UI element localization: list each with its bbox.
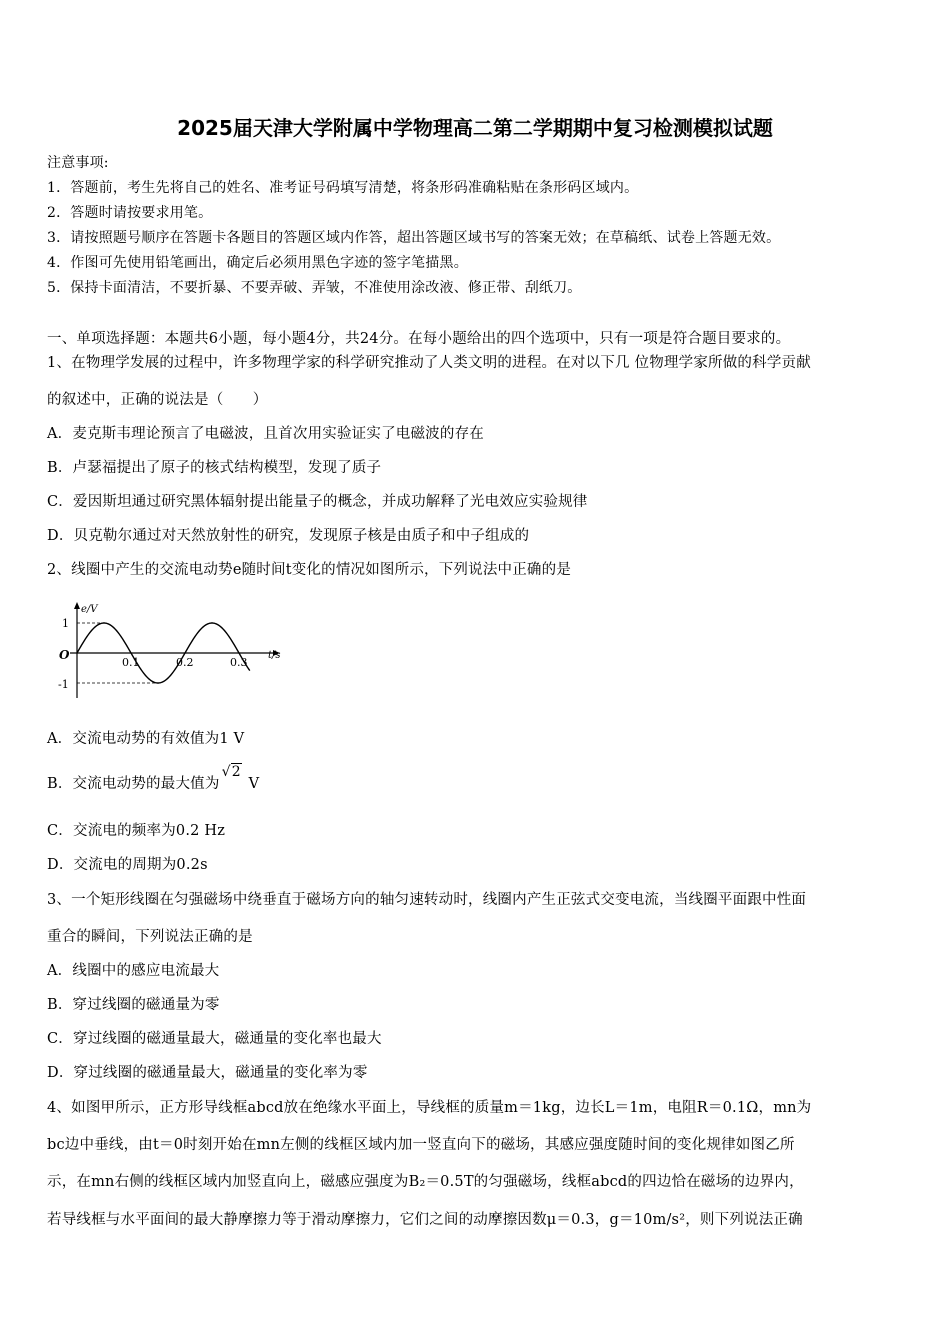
q3-option-c: C．穿过线圈的磁通量最大，磁通量的变化率也最大	[47, 1031, 382, 1047]
q1-option-a: A．麦克斯韦理论预言了电磁波，且首次用实验证实了电磁波的存在	[47, 426, 484, 442]
x-tick-0.2: 0.2	[176, 656, 194, 669]
notice-heading: 注意事项:	[47, 155, 109, 171]
y-tick-1: 1	[62, 617, 69, 630]
y-axis-arrow	[74, 602, 80, 609]
q2-option-a: A．交流电动势的有效值为1 V	[47, 731, 245, 747]
sqrt-radicand: 2	[231, 764, 241, 780]
q4-line4: 若导线框与水平面间的最大静摩擦力等于滑动摩擦力，它们之间的动摩擦因数μ＝0.3，g＝10m/s²，则下列说法正确	[47, 1212, 803, 1228]
q3-option-a: A．线圈中的感应电流最大	[47, 963, 220, 979]
origin-label: O	[59, 648, 70, 662]
q2-stem: 2、线圈中产生的交流电动势e随时间t变化的情况如图所示，下列说法中正确的是	[47, 562, 572, 578]
x-axis-label: t/s	[268, 650, 281, 661]
q4-line1: 4、如图甲所示，正方形导线框abcd放在绝缘水平面上，导线框的质量m＝1kg，边长L＝1m，电阻R＝0.1Ω，mn为	[47, 1100, 812, 1116]
q3-option-d: D．穿过线圈的磁通量最大，磁通量的变化率为零	[47, 1065, 368, 1081]
notice-item-1: 1．答题前，考生先将自己的姓名、准考证号码填写清楚，将条形码准确粘贴在条形码区域内。	[47, 180, 639, 196]
q1-option-d: D．贝克勒尔通过对天然放射性的研究，发现原子核是由质子和中子组成的	[47, 528, 530, 544]
y-tick-minus1: -1	[58, 678, 69, 691]
q3-option-b: B．穿过线圈的磁通量为零	[47, 997, 220, 1013]
q1-stem-line1: 1、在物理学发展的过程中，许多物理学家的科学研究推动了人类文明的进程。在对以下几 位物理学家所做的科学贡献	[47, 355, 811, 371]
x-tick-0.1: 0.1	[122, 656, 140, 669]
y-axis-label: e/V	[81, 604, 98, 615]
notice-item-5: 5．保持卡面清洁，不要折暴、不要弄破、弄皱，不准使用涂改液、修正带、刮纸刀。	[47, 280, 582, 296]
q2-option-b-prefix: B．交流电动势的最大值为	[47, 776, 220, 792]
q3-stem-line2: 重合的瞬间，下列说法正确的是	[47, 929, 253, 945]
notice-item-3: 3．请按照题号顺序在答题卡各题目的答题区域内作答，超出答题区域书写的答案无效；在草稿纸、试卷上答题无效。	[47, 230, 781, 246]
q2-option-b	[47, 764, 260, 793]
x-tick-0.3: 0.3	[230, 656, 248, 669]
q1-option-c: C．爱因斯坦通过研究黑体辐射提出能量子的概念，并成功解释了光电效应实验规律	[47, 494, 588, 510]
page-title: 2025届天津大学附属中学物理高二第二学期期中复习检测模拟试题	[177, 116, 773, 140]
notice-item-2: 2．答题时请按要求用笔。	[47, 205, 213, 221]
q1-stem-line2: 的叙述中，正确的说法是（ ）	[47, 392, 268, 408]
q4-line2: bc边中垂线，由t＝0时刻开始在mn左侧的线框区域内加一竖直向下的磁场，其感应强度随时间的变化规律如图乙所	[47, 1137, 795, 1153]
q4-line3: 示，在mn右侧的线框区域内加竖直向上，磁感应强度为B₂＝0.5T的匀强磁场，线框abcd的四边恰在磁场的边界内，	[47, 1174, 804, 1190]
q3-stem-line1: 3、一个矩形线圈在匀强磁场中绕垂直于磁场方向的轴匀速转动时，线圈内产生正弦式交变电流，当线圈平面跟中性面	[47, 892, 807, 908]
q2-option-d: D．交流电的周期为0.2s	[47, 857, 208, 873]
q2-option-c: C．交流电的频率为0.2 Hz	[47, 823, 226, 839]
q2-option-b-suffix: V	[243, 776, 260, 792]
q1-option-b: B．卢瑟福提出了原子的核式结构模型，发现了质子	[47, 460, 382, 476]
q2-emf-graph	[50, 600, 290, 700]
section-heading: 一、单项选择题：本题共6小题，每小题4分，共24分。在每小题给出的四个选项中，只有一项是符合题目要求的。	[47, 331, 791, 347]
sqrt-symbol: √2	[221, 764, 241, 780]
notice-item-4: 4．作图可先使用铅笔画出，确定后必须用黑色字迹的签字笔描黑。	[47, 255, 468, 271]
